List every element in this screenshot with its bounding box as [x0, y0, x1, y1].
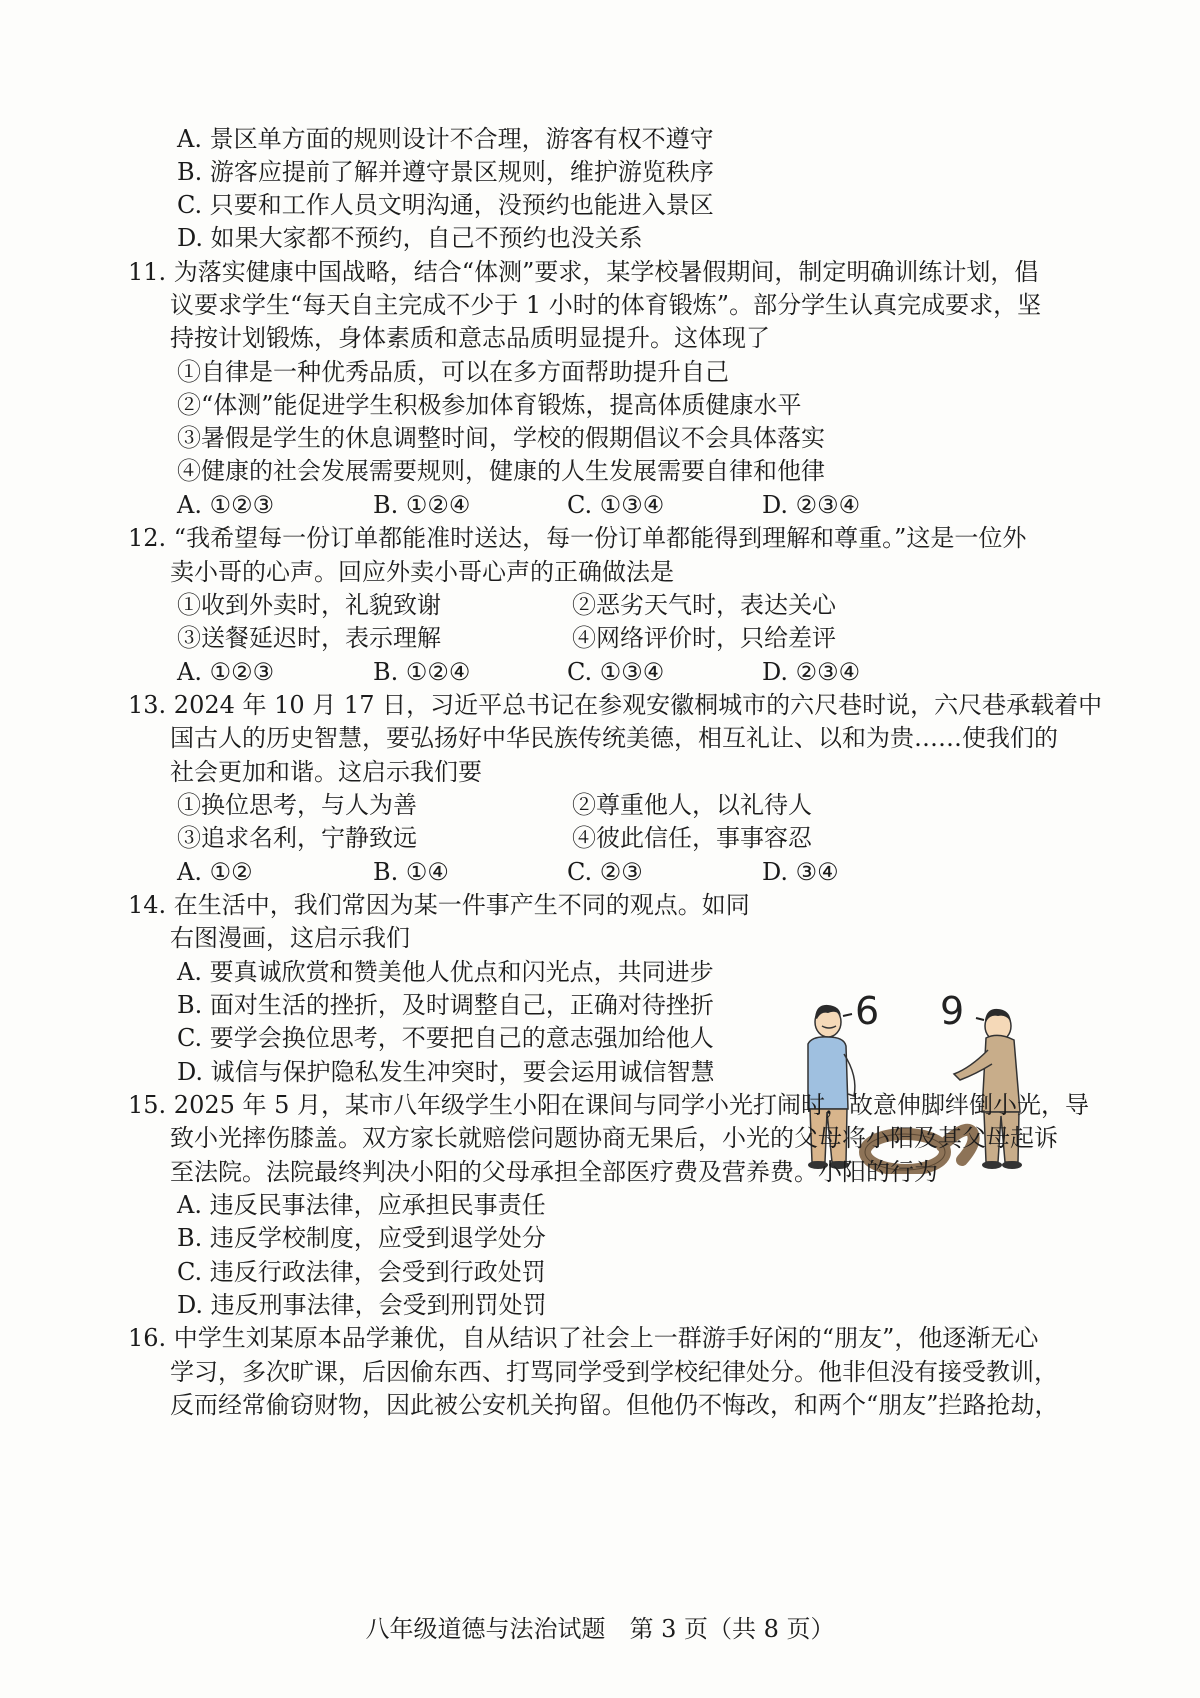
q15-option-d: D. 违反刑事法律，会受到刑罚处罚 [177, 1291, 547, 1319]
q14-option-b: B. 面对生活的挫折，及时调整自己，正确对待挫折 [177, 991, 714, 1019]
q12-item-3: ③送餐延迟时，表示理解 [177, 624, 441, 652]
q15-stem-line-2: 致小光摔伤膝盖。双方家长就赔偿问题协商无果后，小光的父母将小阳及其父母起诉 [170, 1124, 1058, 1152]
q10-option-b: B. 游客应提前了解并遵守景区规则，维护游览秩序 [177, 158, 714, 186]
q11-item-4: ④健康的社会发展需要规则，健康的人生发展需要自律和他律 [177, 457, 825, 485]
left-man-says: 6 [855, 989, 880, 1033]
q12-answer-a: A. ①②③ [177, 658, 275, 686]
q13-item-1: ①换位思考，与人为善 [177, 791, 417, 819]
q14-stem-line-2: 右图漫画，这启示我们 [170, 924, 410, 952]
q14-option-c: C. 要学会换位思考，不要把自己的意志强加给他人 [177, 1024, 714, 1052]
q13-answer-a: A. ①② [177, 858, 253, 886]
q14-option-d: D. 诚信与保护隐私发生冲突时，要会运用诚信智慧 [177, 1058, 715, 1086]
q15-stem-line-3: 至法院。法院最终判决小阳的父母承担全部医疗费及营养费。小阳的行为 [170, 1158, 938, 1186]
q12-item-4: ④网络评价时，只给差评 [572, 624, 836, 652]
q12-stem-line-1: 12. “我希望每一份订单都能准时送达，每一份订单都能得到理解和尊重。”这是一位外 [128, 524, 1027, 552]
q16-stem-line-3: 反而经常偷窃财物，因此被公安机关拘留。但他仍不悔改，和两个“朋友”拦路抢劫， [170, 1391, 1059, 1419]
q12-item-2: ②恶劣天气时，表达关心 [572, 591, 836, 619]
q13-answer-b: B. ①④ [373, 858, 449, 886]
q15-option-a: A. 违反民事法律，应承担民事责任 [177, 1191, 546, 1219]
q11-answer-c: C. ①③④ [567, 491, 665, 519]
q15-option-b: B. 违反学校制度，应受到退学处分 [177, 1224, 546, 1252]
q10-option-a: A. 景区单方面的规则设计不合理，游客有权不遵守 [177, 125, 714, 153]
q12-answer-b: B. ①②④ [373, 658, 471, 686]
right-man-says: 9 [940, 989, 965, 1033]
q16-stem-line-1: 16. 中学生刘某原本品学兼优，自从结识了社会上一群游手好闲的“朋友”，他逐渐无心 [128, 1324, 1039, 1352]
q11-answer-b: B. ①②④ [373, 491, 471, 519]
q14-option-a: A. 要真诚欣赏和赞美他人优点和闪光点，共同进步 [177, 958, 714, 986]
q13-item-2: ②尊重他人，以礼待人 [572, 791, 812, 819]
q15-option-c: C. 违反行政法律，会受到行政处罚 [177, 1258, 546, 1286]
q12-answer-c: C. ①③④ [567, 658, 665, 686]
q12-stem-line-2: 卖小哥的心声。回应外卖小哥心声的正确做法是 [170, 558, 674, 586]
q12-answer-d: D. ②③④ [762, 658, 861, 686]
q13-answer-d: D. ③④ [762, 858, 839, 886]
q16-stem-line-2: 学习，多次旷课，后因偷东西、打骂同学受到学校纪律处分。他非但没有接受教训， [170, 1358, 1058, 1386]
q13-stem-line-2: 国古人的历史智慧，要弘扬好中华民族传统美德，相互礼让、以和为贵……使我们的 [170, 724, 1058, 752]
q11-item-3: ③暑假是学生的休息调整时间，学校的假期倡议不会具体落实 [177, 424, 825, 452]
q11-answer-d: D. ②③④ [762, 491, 861, 519]
q15-stem-line-1: 15. 2025 年 5 月，某市八年级学生小阳在课间与同学小光打闹时，故意伸脚绊倒小光，导 [128, 1091, 1090, 1119]
q11-item-2: ②“体测”能促进学生积极参加体育锻炼，提高体质健康水平 [177, 391, 802, 419]
q13-answer-c: C. ②③ [567, 858, 643, 886]
q11-stem-line-2: 议要求学生“每天自主完成不少于 1 小时的体育锻炼”。部分学生认真完成要求，坚 [170, 291, 1042, 319]
q13-stem-line-1: 13. 2024 年 10 月 17 日，习近平总书记在参观安徽桐城市的六尺巷时说，六尺巷承载着中 [128, 691, 1103, 719]
q10-option-d: D. 如果大家都不预约，自己不预约也没关系 [177, 224, 643, 252]
q12-item-1: ①收到外卖时，礼貌致谢 [177, 591, 441, 619]
q11-item-1: ①自律是一种优秀品质，可以在多方面帮助提升自己 [177, 358, 729, 386]
q11-answer-a: A. ①②③ [177, 491, 275, 519]
q13-item-4: ④彼此信任，事事容忍 [572, 824, 812, 852]
q11-stem-line-3: 持按计划锻炼，身体素质和意志品质明显提升。这体现了 [170, 324, 770, 352]
q13-stem-line-3: 社会更加和谐。这启示我们要 [170, 758, 482, 786]
q11-stem-line-1: 11. 为落实健康中国战略，结合“体测”要求，某学校暑假期间，制定明确训练计划，倡 [128, 258, 1039, 286]
q14-stem-line-1: 14. 在生活中，我们常因为某一件事产生不同的观点。如同 [128, 891, 750, 919]
q10-option-c: C. 只要和工作人员文明沟通，没预约也能进入景区 [177, 191, 714, 219]
q13-item-3: ③追求名利，宁静致远 [177, 824, 417, 852]
page-footer: 八年级道德与法治试题 第 3 页（共 8 页） [365, 1615, 835, 1643]
